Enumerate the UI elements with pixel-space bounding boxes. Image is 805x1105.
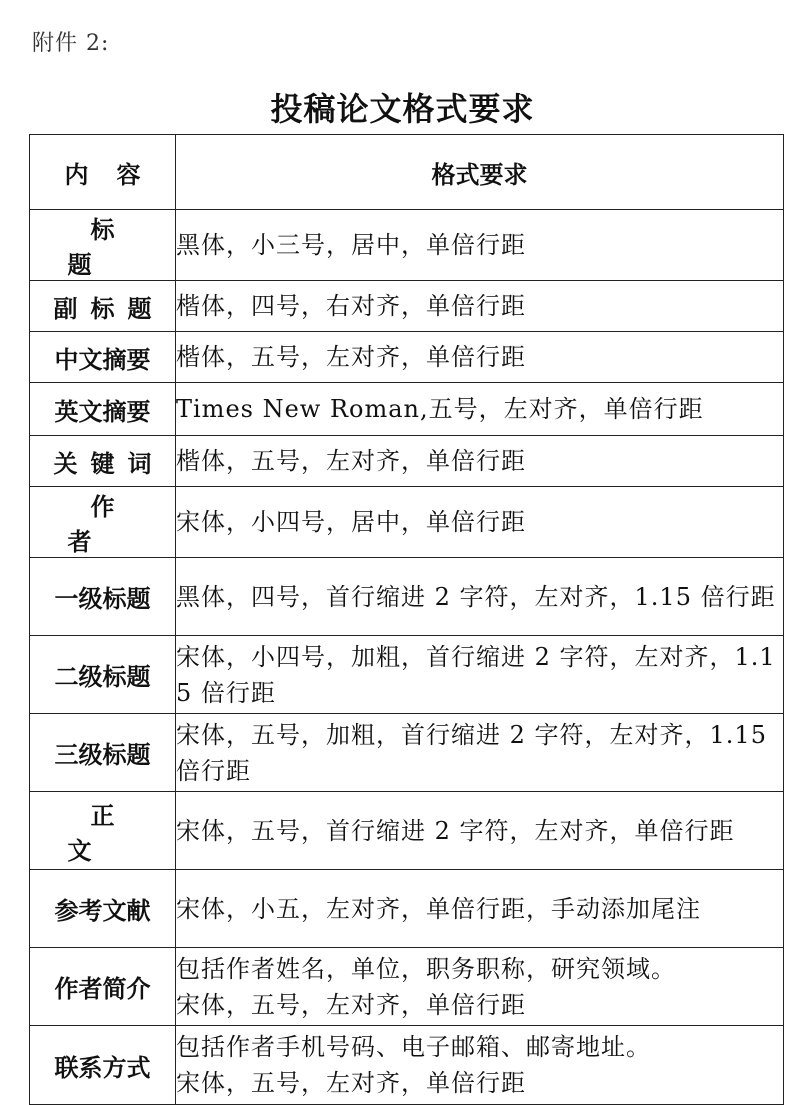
row-label: 正文 (30, 792, 176, 870)
requirement-line: 楷体，五号，左对齐，单倍行距 (176, 447, 526, 475)
row-label: 作者简介 (30, 948, 176, 1026)
requirement-line: 宋体，五号，左对齐，单倍行距 (176, 1069, 526, 1097)
requirement-line: 包括作者姓名，单位，职务职称，研究领域。 (176, 954, 676, 983)
requirement-line: 楷体，五号，左对齐，单倍行距 (176, 343, 526, 371)
table-row (30, 948, 784, 1026)
header-content: 内容 (30, 135, 176, 210)
row-requirement (176, 436, 784, 487)
row-requirement (176, 558, 784, 636)
row-requirement (176, 636, 784, 714)
requirement-line: 包括作者手机号码、电子邮箱、邮寄地址。 (176, 1033, 651, 1061)
requirement-line: 黑体，四号，首行缩进 2 字符，左对齐，1.15 倍行距 (176, 582, 776, 611)
table-row (30, 383, 784, 436)
row-requirement (176, 281, 784, 332)
row-label: 参考文献 (30, 870, 176, 948)
requirement-line: 宋体，五号，左对齐，单倍行距 (176, 990, 526, 1019)
row-label: 英文摘要 (30, 383, 176, 436)
requirement-line: 宋体，小五，左对齐，单倍行距，手动添加尾注 (176, 894, 701, 923)
requirement-line: 宋体，五号，加粗，首行缩进 2 字符，左对齐，1.15 倍行距 (176, 720, 767, 785)
requirement-line: 黑体，小三号，居中，单倍行距 (176, 231, 526, 259)
table-row (30, 210, 784, 281)
format-requirements-table (29, 134, 784, 1105)
row-label: 副标题 (30, 281, 176, 332)
table-row (30, 714, 784, 792)
row-label: 三级标题 (30, 714, 176, 792)
row-requirement (176, 714, 784, 792)
row-label: 二级标题 (30, 636, 176, 714)
row-requirement (176, 948, 784, 1026)
row-requirement (176, 870, 784, 948)
row-label: 中文摘要 (30, 332, 176, 383)
row-label: 作者 (30, 487, 176, 558)
table-body (30, 210, 784, 1105)
requirement-line: 宋体，五号，首行缩进 2 字符，左对齐，单倍行距 (176, 816, 735, 845)
attachment-label: 附件 2: (32, 31, 110, 56)
table-row (30, 558, 784, 636)
requirement-line: 楷体，四号，右对齐，单倍行距 (176, 292, 526, 320)
table-row (30, 436, 784, 487)
requirement-line: Times New Roman,五号，左对齐，单倍行距 (176, 395, 704, 423)
document-title: 投稿论文格式要求 (270, 90, 535, 128)
row-requirement (176, 1026, 784, 1105)
row-label: 标题 (30, 210, 176, 281)
table-row (30, 332, 784, 383)
table-row (30, 281, 784, 332)
row-requirement (176, 332, 784, 383)
row-requirement (176, 383, 784, 436)
row-label: 关键词 (30, 436, 176, 487)
row-requirement (176, 792, 784, 870)
table-header-row (30, 135, 784, 210)
requirement-line: 宋体，小四号，居中，单倍行距 (176, 508, 526, 536)
table-row (30, 1026, 784, 1105)
row-label: 联系方式 (30, 1026, 176, 1105)
row-label: 一级标题 (30, 558, 176, 636)
requirement-line: 宋体，小四号，加粗，首行缩进 2 字符，左对齐，1.15 倍行距 (176, 642, 776, 707)
table-row (30, 792, 784, 870)
table-row (30, 636, 784, 714)
row-requirement (176, 487, 784, 558)
table-row (30, 870, 784, 948)
header-requirement: 格式要求 (176, 135, 784, 210)
table-row (30, 487, 784, 558)
row-requirement (176, 210, 784, 281)
